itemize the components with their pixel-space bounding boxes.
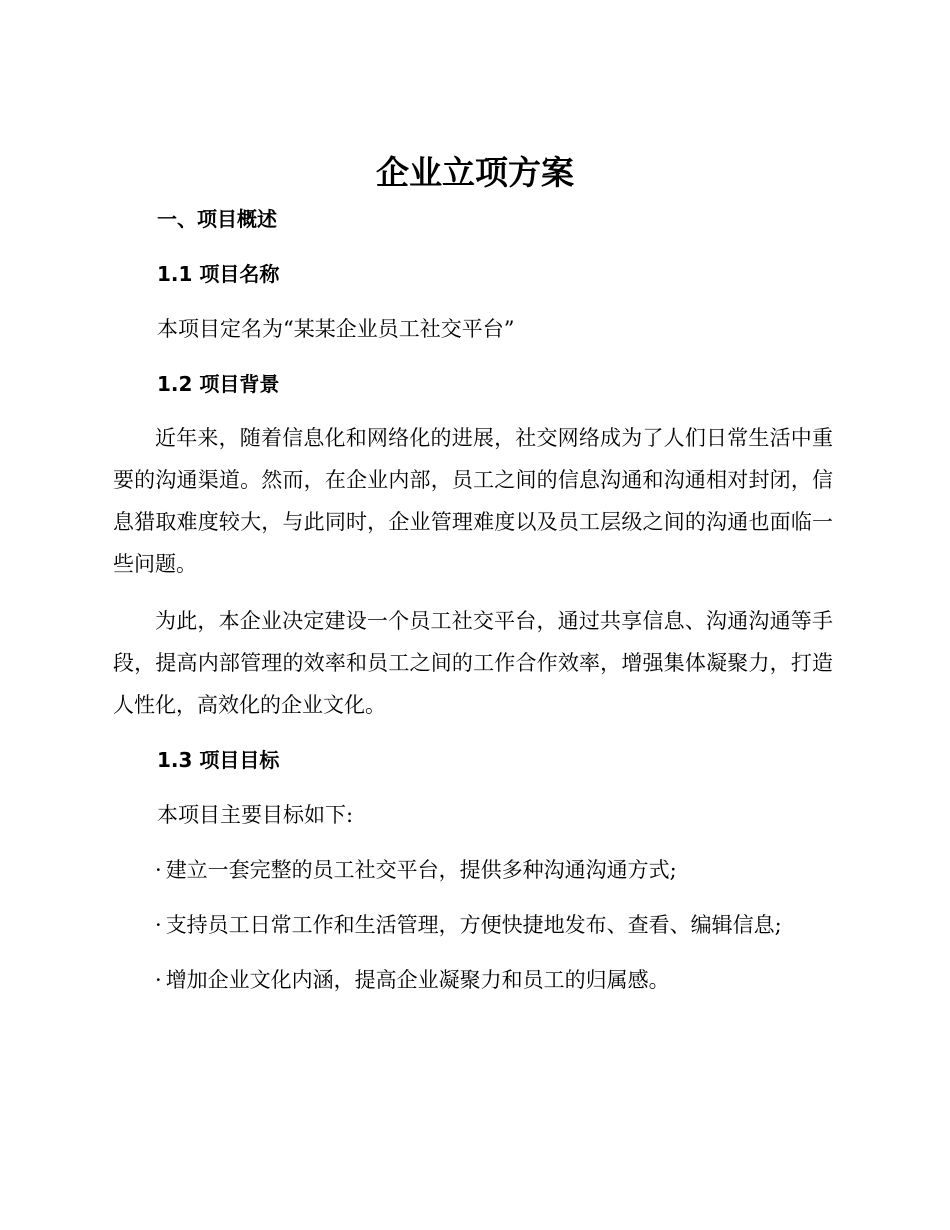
goal-list-item — [155, 910, 782, 940]
subsection-heading-project-name: 1.1 项目名称 — [157, 262, 280, 286]
background-paragraph-2: 为此，本企业决定建设一个员工社交平台，通过共享信息、沟通沟通等手段，提高内部管理的效率和员工之间的工作合作效率，增强集体凝聚力，打造人性化，高效化的企业文化。 — [113, 609, 833, 717]
subsection-heading-background: 1.2 项目背景 — [157, 372, 280, 396]
goal-list-item — [155, 855, 677, 885]
goal-text: 支持员工日常工作和生活管理，方便快捷地发布、查看、编辑信息; — [165, 913, 782, 937]
bullet-dot: · — [155, 913, 162, 937]
goal-text: 建立一套完整的员工社交平台，提供多种沟通沟通方式; — [165, 858, 677, 882]
document-title: 企业立项方案 — [376, 153, 574, 192]
goal-list-item — [155, 965, 670, 995]
background-paragraph-1: 近年来，随着信息化和网络化的进展，社交网络成为了人们日常生活中重要的沟通渠道。然而，在企业内部，员工之间的信息沟通和沟通相对封闭，信息猎取难度较大，与此同时，企业管理难度以及员工层级之间的沟通也面临一些问题。 — [113, 426, 833, 576]
bullet-dot: · — [155, 968, 162, 992]
section-heading-overview: 一、项目概述 — [157, 207, 277, 231]
subsection-heading-goals: 1.3 项目目标 — [157, 748, 280, 772]
goals-intro-text: 本项目主要目标如下: — [157, 803, 354, 827]
project-name-text: 本项目定名为“某某企业员工社交平台” — [157, 317, 515, 341]
bullet-dot: · — [155, 858, 162, 882]
goal-text: 增加企业文化内涵，提高企业凝聚力和员工的归属感。 — [165, 968, 670, 992]
